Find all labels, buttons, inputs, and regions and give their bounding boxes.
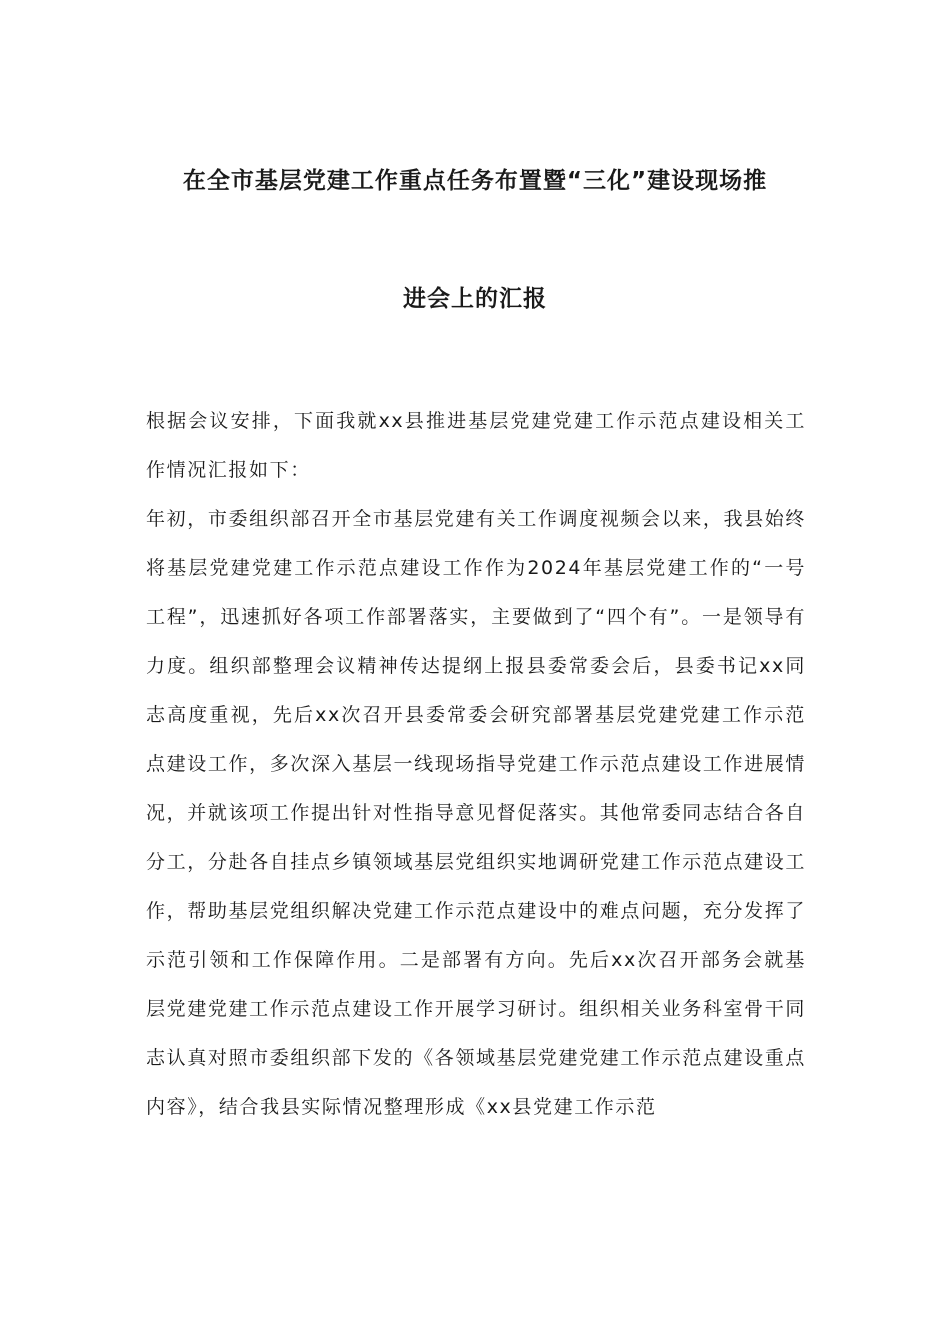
document-title-line-1: 在全市基层党建工作重点任务布置暨“三化”建设现场推 (182, 168, 768, 194)
paragraph-intro: 根据会议安排，下面我就xx县推进基层党建党建工作示范点建设相关工作情况汇报如下： (146, 410, 806, 481)
document-title-line-2: 进会上的汇报 (403, 286, 547, 312)
paragraph-main: 年初，市委组织部召开全市基层党建有关工作调度视频会以来，我县始终将基层党建党建工作示范点建设工作作为2024年基层党建工作的“一号工程”，迅速抓好各项工作部署落实，主要做到了“四个有”。一是领导有力度。组织部整理会议精神传达提纲上报县委常委会后，县委书记xx同志高度重视，先后xx次召开县委常委会研究部署基层党建党建工作示范点建设工作，多次深入基层一线现场指导党建工作示范点建设工作进展情况，并就该项工作提出针对性指导意见督促落实。其他常委同志结合各自分工，分赴各自挂点乡镇领域基层党组织实地调研党建工作示范点建设工作，帮助基层党组织解决党建工作示范点建设中的难点问题，充分发挥了示范引领和工作保障作用。二是部署有方向。先后xx次召开部务会就基层党建党建工作示范点建设工作开展学习研讨。组织相关业务科室骨干同志认真对照市委组织部下发的《各领域基层党建党建工作示范点建设重点内容》，结合我县实际情况整理形成《xx县党建工作示范 (146, 508, 806, 1118)
document-body (146, 397, 806, 1132)
